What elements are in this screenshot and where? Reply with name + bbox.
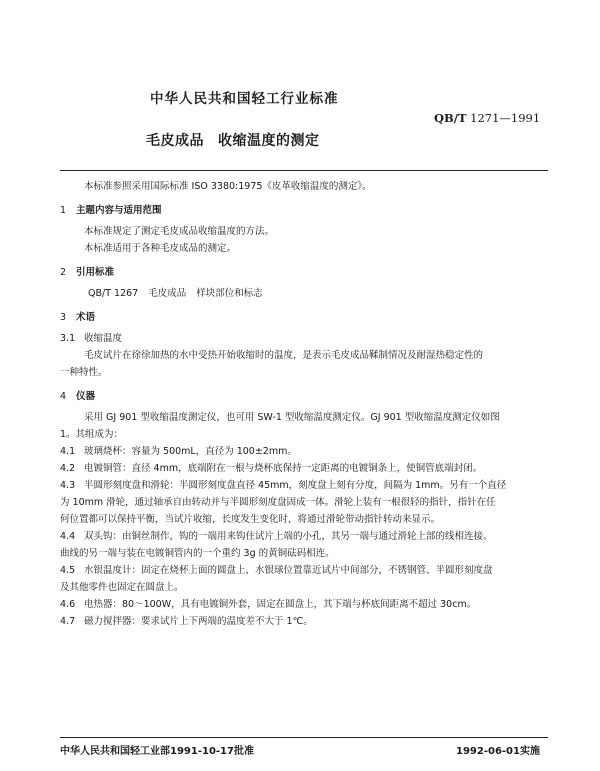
term-definition-line-2: 一种特性。: [60, 367, 108, 378]
ref-name: 毛皮成品: [148, 288, 187, 299]
section-title: 主题内容与适用范围: [76, 205, 162, 216]
item-text: 半圆形刻度盘和滑轮：半圆形刻度盘直径 45mm，刻度盘上刻有分度，间隔为 1mm。另有一个直径: [84, 480, 507, 491]
item-text: 磁力搅拌器：要求试片上下两端的温度差不大于 1℃。: [84, 616, 313, 627]
intro-paragraph: 本标准参照采用国际标准 ISO 3380:1975《皮革收缩温度的测定》。: [84, 181, 372, 192]
item-text: 曲线的另一端与装在电镀铜管内的一个重约 3g 的黄铜砝码相连。: [60, 548, 335, 559]
item-number: 4.4: [60, 531, 76, 542]
section-title: 仪器: [76, 391, 96, 402]
standard-code-number: 1271—1991: [470, 111, 541, 125]
effective-date: 1992-06-01实施: [456, 746, 540, 757]
apparatus-item-4-2-line-1: [60, 460, 550, 477]
item-text: 电镀铜管：直径 4mm，底端附在一根与烧杯底保持一定距离的电镀铜条上，使铜管底端封闭。: [84, 463, 483, 474]
section-4-heading: [60, 388, 550, 405]
section-4-intro-line-2: 1。其组成为：: [60, 429, 124, 440]
section-1-heading: [60, 202, 550, 219]
standard-code-prefix: QB/T: [434, 111, 467, 125]
apparatus-item-4-4-line-2: [60, 545, 550, 562]
apparatus-list: [60, 443, 550, 630]
section-number: 1: [60, 205, 67, 216]
item-text: 电热器：80～100W，具有电镀铜外套，固定在圆盘上，其下端与杯底间距离不超过 30cm。: [84, 599, 477, 610]
approval-line: 中华人民共和国轻工业部1991-10-17批准: [60, 746, 254, 757]
section-3-heading: [60, 309, 550, 326]
title-part1: 毛皮成品: [146, 133, 204, 149]
referenced-standard: [60, 285, 550, 302]
apparatus-item-4-6-line-1: [60, 596, 550, 613]
section-1-paragraph-2: 本标准适用于各种毛皮成品的测定。: [84, 243, 237, 254]
item-number: 4.1: [60, 446, 76, 457]
standard-code: [434, 111, 540, 125]
section-1-paragraph-1: 本标准规定了测定毛皮成品收缩温度的方法。: [84, 226, 275, 237]
apparatus-item-4-5-line-1: [60, 562, 550, 579]
term-definition-line-1: 毛皮试片在徐徐加热的水中受热开始收缩时的温度，是表示毛皮成品鞣制情况及耐湿热稳定性的: [84, 350, 484, 361]
section-4-intro-line-1: 采用 GJ 901 型收缩温度测定仪，也可用 SW-1 型收缩温度测定仪。GJ 901 型收缩温度测定仪如图: [84, 412, 500, 423]
item-number: 4.2: [60, 463, 76, 474]
apparatus-item-4-5-line-2: [60, 579, 550, 596]
apparatus-item-4-4-line-1: [60, 528, 550, 545]
ref-desc: 样块部位和标志: [196, 288, 263, 299]
footer-divider: [60, 737, 548, 738]
item-text: 水银温度计：固定在烧杯上面的圆盘上，水银球位置靠近试片中间部分，不锈钢管、半圆形刻度盘: [84, 565, 493, 576]
ref-code: QB/T 1267: [88, 288, 139, 299]
section-number: 3: [60, 312, 67, 323]
apparatus-item-4-7-line-1: [60, 613, 550, 630]
item-text: 及其他零件也固定在圆盘上。: [60, 582, 184, 593]
item-number: 4.7: [60, 616, 76, 627]
item-number: 4.6: [60, 599, 76, 610]
item-number: 4.3: [60, 480, 76, 491]
apparatus-item-4-3-line-1: [60, 477, 550, 494]
section-2-heading: [60, 264, 550, 281]
item-text: 双头钩：由铜丝制作，钩的一端用来钩住试片上端的小孔，其另一端与通过滑轮上部的线相连接。: [84, 531, 493, 542]
item-text: 为 10mm 滑轮，通过轴承自由转动并与半圆形刻度盘固成一体。滑轮上装有一根很轻的指针，指针在任: [60, 497, 496, 508]
item-text: 玻璃烧杯：容量为 500mL，直径为 100±2mm。: [84, 446, 297, 457]
term-3-1-heading: [60, 330, 550, 347]
document-title: [146, 130, 320, 150]
title-part2: 收缩温度的测定: [218, 133, 320, 149]
section-number: 4: [60, 391, 67, 402]
section-number: 2: [60, 267, 67, 278]
term-title: 收缩温度: [84, 333, 123, 344]
item-number: 4.5: [60, 565, 76, 576]
apparatus-item-4-3-line-2: [60, 494, 550, 511]
header-divider: [60, 170, 548, 171]
section-title: 术语: [76, 312, 96, 323]
section-title: 引用标准: [76, 267, 115, 278]
term-number: 3.1: [60, 333, 76, 344]
issuing-organization: 中华人民共和国轻工行业标准: [150, 91, 339, 107]
apparatus-item-4-3-line-3: [60, 511, 550, 528]
item-text: 何位置都可以保持平衡，当试片收缩，长度发生变化时，将通过滑轮带动指针转动来显示。: [60, 514, 441, 525]
document-body: [60, 178, 550, 630]
apparatus-item-4-1-line-1: [60, 443, 550, 460]
